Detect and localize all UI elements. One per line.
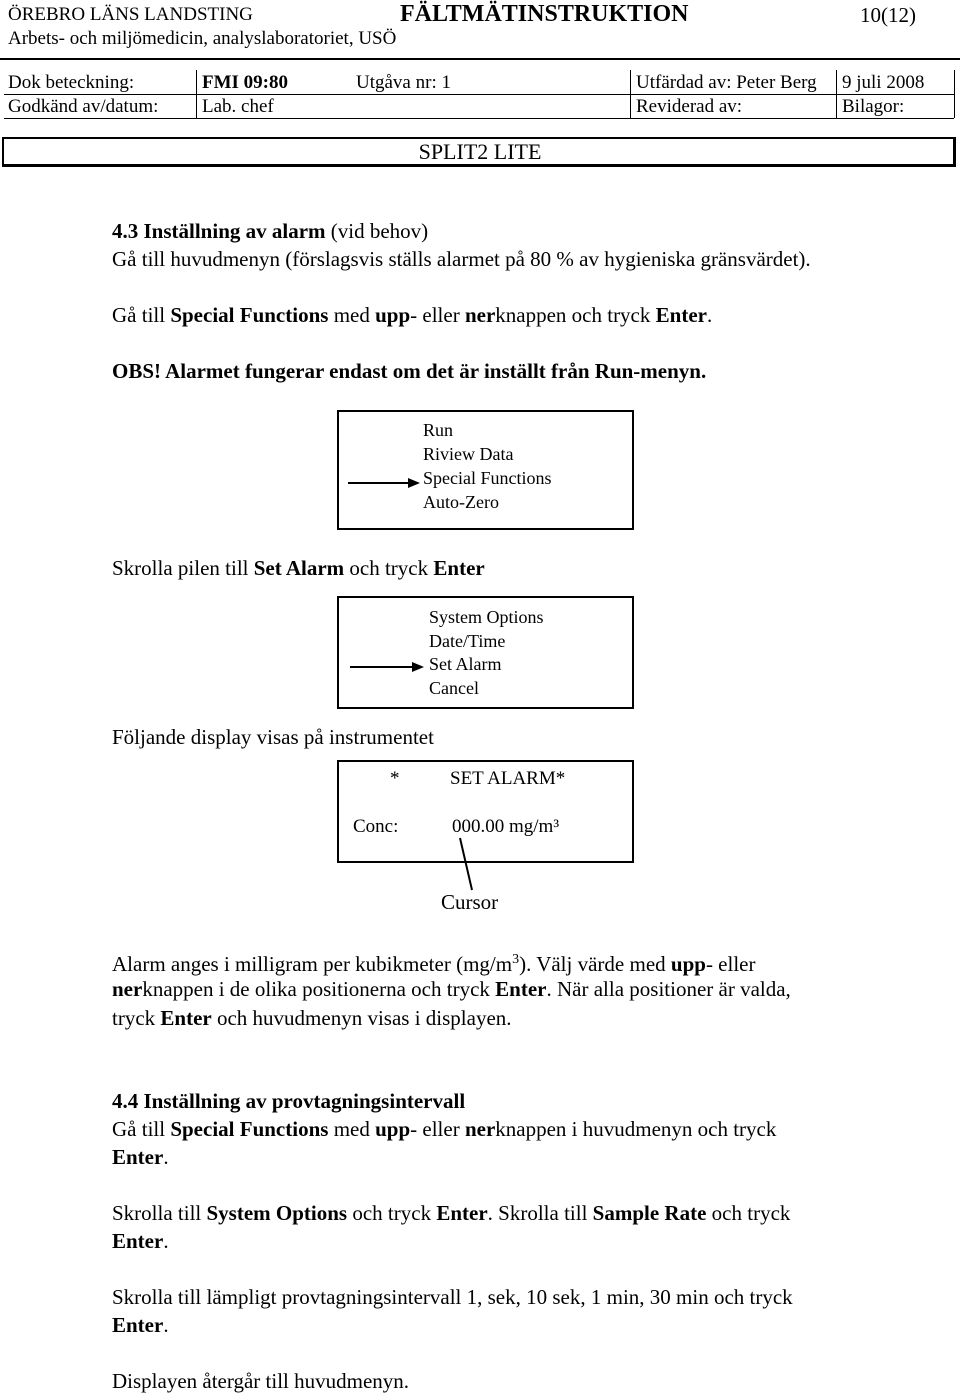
- document-title: SPLIT2 LITE: [418, 139, 542, 164]
- section-4-3-p5-line2: [112, 975, 791, 1003]
- bold-text: Special Functions: [170, 303, 329, 327]
- cursor-label: Cursor: [441, 890, 499, 914]
- text: - eller: [705, 952, 756, 976]
- meta-value-godkand: Lab. chef: [202, 96, 274, 117]
- section-4-3-line2: Gå till huvudmenyn (förslagsvis ställs alarmet på 80 % av hygieniska gränsvärdet).: [112, 247, 811, 271]
- meta-value-dok: FMI 09:80: [202, 72, 289, 93]
- bold-text: Enter: [495, 977, 547, 1001]
- section-4-3-p4: Följande display visas på instrumentet: [112, 725, 434, 749]
- bold-text: upp: [375, 1117, 411, 1141]
- text: Gå till: [112, 303, 171, 327]
- heading-rest: (vid behov): [325, 219, 429, 243]
- heading-number: 4.3: [112, 219, 139, 243]
- meta-value-date: 9 juli 2008: [842, 72, 925, 93]
- text: . Skrolla till: [487, 1201, 593, 1225]
- section-4-4-p2-line2: [112, 1227, 169, 1255]
- display-conc-label: Conc:: [353, 816, 399, 837]
- header-page: 10(12): [860, 3, 916, 27]
- section-4-4-p1-line1: [112, 1115, 776, 1143]
- text: .: [706, 303, 713, 327]
- text: knappen och tryck: [495, 303, 656, 327]
- section-4-4-p3-line2: [112, 1311, 169, 1339]
- bold-text: Enter: [112, 1145, 164, 1169]
- meta-label-dok: Dok beteckning:: [8, 72, 135, 93]
- text: . När alla positioner är valda,: [546, 977, 791, 1001]
- display-star: *: [390, 768, 400, 789]
- menu-item-system-options: System Options: [429, 607, 544, 627]
- section-4-3-p5-line1: [112, 946, 755, 978]
- obs-note: OBS! Alarmet fungerar endast om det är inställt från Run-menyn.: [112, 359, 707, 383]
- menu-item-date-time: Date/Time: [429, 631, 506, 651]
- bold-text: Sample Rate: [592, 1201, 707, 1225]
- header-org: ÖREBRO LÄNS LANDSTING: [8, 4, 253, 25]
- bold-text: upp: [375, 303, 411, 327]
- text: .: [163, 1145, 169, 1169]
- meta-label-utfardad: Utfärdad av: Peter Berg: [636, 72, 817, 93]
- menu-item-set-alarm: Set Alarm: [429, 654, 502, 674]
- meta-value-bilagor: Bilagor:: [842, 96, 905, 117]
- text: - eller: [410, 1117, 465, 1141]
- meta-label-godkand: Godkänd av/datum:: [8, 96, 159, 117]
- text: med: [328, 1117, 376, 1141]
- display-title: SET ALARM*: [450, 768, 566, 789]
- menu-item-auto-zero: Auto-Zero: [423, 492, 499, 512]
- bold-text: Enter: [433, 556, 485, 580]
- heading-bold: Inställning av alarm: [143, 219, 326, 243]
- bold-text: ner: [464, 303, 496, 327]
- bold-text: Special Functions: [170, 1117, 329, 1141]
- section-4-4-p4: Displayen återgår till huvudmenyn.: [112, 1369, 410, 1393]
- text: Gå till: [112, 1117, 171, 1141]
- text: knappen i de olika positionerna och tryck: [142, 977, 496, 1001]
- text: och huvudmenyn visas i displayen.: [211, 1006, 512, 1030]
- text: med: [328, 303, 376, 327]
- section-4-3-p5-line3: [112, 1004, 512, 1032]
- header-doc-type: FÄLTMÄTINSTRUKTION: [400, 1, 689, 27]
- bold-text: Enter: [112, 1229, 164, 1253]
- menu-item-riview-data: Riview Data: [423, 444, 514, 464]
- text: - eller: [410, 303, 465, 327]
- text: Skrolla till: [112, 1201, 207, 1225]
- text: .: [163, 1313, 169, 1337]
- section-4-4-p2-line1: [112, 1199, 790, 1227]
- text: ). Välj värde med: [519, 952, 671, 976]
- bold-text: Enter: [160, 1006, 212, 1030]
- header-dept: Arbets- och miljömedicin, analyslaboratoriet, USÖ: [8, 28, 397, 49]
- section-4-4-p1-line2: [112, 1143, 169, 1171]
- menu-item-cancel: Cancel: [429, 678, 479, 698]
- text: och tryck: [347, 1201, 437, 1225]
- text: Alarm anges i milligram per kubikmeter (mg/m: [112, 952, 513, 976]
- bold-text: upp: [670, 952, 706, 976]
- meta-label-reviderad: Reviderad av:: [636, 96, 743, 117]
- bold-text: Enter: [436, 1201, 488, 1225]
- section-4-4-p3-line1: Skrolla till lämpligt provtagningsintervall 1, sek, 10 sek, 1 min, 30 min och tryck: [112, 1285, 793, 1309]
- display-conc-value: 000.00 mg/m³: [452, 816, 560, 837]
- text: .: [163, 1229, 169, 1253]
- text: och tryck: [706, 1201, 791, 1225]
- bold-text: Enter: [112, 1313, 164, 1337]
- text: Skrolla pilen till: [112, 556, 254, 580]
- menu-item-special-functions: Special Functions: [423, 468, 552, 488]
- text: tryck: [112, 1006, 161, 1030]
- bold-text: System Options: [206, 1201, 348, 1225]
- superscript: 3: [512, 952, 520, 967]
- text: knappen i huvudmenyn och tryck: [495, 1117, 777, 1141]
- bold-text: Enter: [655, 303, 707, 327]
- bold-text: ner: [464, 1117, 496, 1141]
- bold-text: Set Alarm: [253, 556, 345, 580]
- meta-label-utgava: Utgåva nr: 1: [356, 72, 451, 93]
- menu-item-run: Run: [423, 420, 454, 440]
- bold-text: ner: [112, 977, 143, 1001]
- section-4-4-heading: 4.4 Inställning av provtagningsintervall: [112, 1089, 466, 1113]
- text: och tryck: [344, 556, 434, 580]
